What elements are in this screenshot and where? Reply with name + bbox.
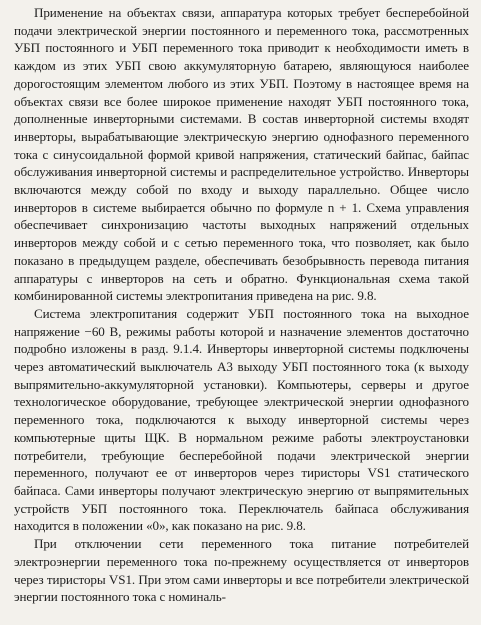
paragraph-3: При отключении сети переменного тока питание потребителей электроэнергии переменного тока по-прежнему осуществляется от инверторов через тиристоры VS1. При этом сами инверторы и все потребители электрической энергии постоянного тока с номиналь- — [14, 536, 469, 605]
paragraph-2: Система электропитания содержит УБП постоянного тока на выходное напряжение −60 В, режимы работы которой и назначение элементов достаточно подробно изложены в разд. 9.1.4. Инверторы инверторной системы подключены через автоматический выключатель А3 выходу УБП постоянного тока (к выходу выпрямительно-аккумуляторной установки). Компьютеры, серверы и другое технологическое оборудование, требующее электрической энергии однофазного переменного тока, подключаются к выходу инверторной системы через компьютерные щиты ЩК. В нормальном режиме работы электроустановки потребители, требующие бесперебойной подачи электрической энергии переменного, получают ее от инверторов через тиристоры VS1 статического байпаса. Сами инверторы получают электрическую энергию от выпрямительных устройств УБП постоянного тока. Переключатель байпаса обслуживания находится в положении «0», как показано на рис. 9.8. — [14, 305, 469, 534]
body-text — [14, 4, 469, 606]
paragraph-1: Применение на объектах связи, аппаратура которых требует бесперебойной подачи электрической энергии постоянного и переменного тока, рассмотренных УБП постоянного и УБП переменного тока приводит к необходимости иметь в каждом из этих УБП свою аккумуляторную батарею, являющуюся наиболее дорогостоящим элементом любого из этих УБП. Поэтому в настоящее время на объектах связи все более широкое применение находят УБП постоянного тока, дополненные инверторными системами. В состав инверторной системы входят инверторы, вырабатывающие электрическую энергию однофазного переменного тока с синусоидальной формой кривой напряжения, статический байпас, байпас обслуживания инверторной системы и распределительное устройство. Инверторы включаются между собой по входу и выходу параллельно. Общее число инверторов в системе выбирается обычно по формуле n + 1. Схема управления обеспечивает синхронизацию частоты выходных напряжений отдельных инверторов между собой и с сетью переменного тока, что позволяет, как было показано в предыдущем разделе, обеспечивать безобрывность перевода питания аппаратуры с инверторов на сеть и обратно. Функциональная схема такой комбинированной системы электропитания приведена на рис. 9.8. — [14, 5, 469, 304]
